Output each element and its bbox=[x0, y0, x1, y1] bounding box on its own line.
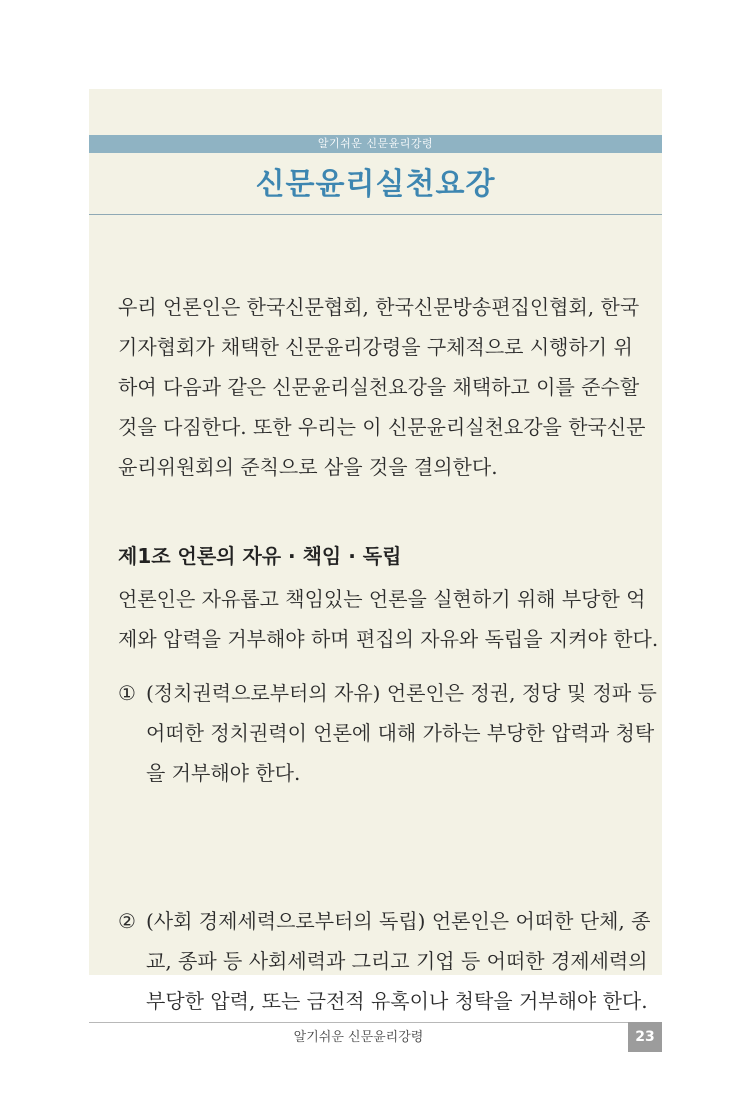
clause-line: 어떠한 정치권력이 언론에 대해 가하는 부당한 압력과 청탁 bbox=[146, 721, 655, 745]
page-number: 23 bbox=[628, 1022, 662, 1052]
article-heading: 제1조 언론의 자유 · 책임 · 독립 bbox=[118, 544, 402, 568]
clause-line: (사회 경제세력으로부터의 독립) 언론인은 어떠한 단체, 종 bbox=[146, 909, 651, 933]
header-band: 알기쉬운 신문윤리강령 bbox=[89, 135, 662, 153]
clause-2 bbox=[118, 901, 651, 1021]
content-panel bbox=[89, 89, 662, 1013]
article-body-line: 제와 압력을 거부해야 하며 편집의 자유와 독립을 지켜야 한다. bbox=[118, 627, 659, 651]
title-divider bbox=[89, 214, 662, 215]
clause-1 bbox=[118, 673, 657, 793]
clause-number: ② bbox=[118, 909, 136, 933]
intro-line: 것을 다짐한다. 또한 우리는 이 신문윤리실천요강을 한국신문 bbox=[118, 415, 646, 439]
clause-line: 부당한 압력, 또는 금전적 유혹이나 청탁을 거부해야 한다. bbox=[146, 989, 648, 1013]
clause-line: 교, 종파 등 사회세력과 그리고 기업 등 어떠한 경제세력의 bbox=[146, 949, 648, 973]
article-body bbox=[118, 579, 659, 659]
clause-line: (정치권력으로부터의 자유) 언론인은 정권, 정당 및 정파 등 bbox=[146, 681, 657, 705]
footer-title: 알기쉬운 신문윤리강령 bbox=[293, 1030, 424, 1045]
article-body-line: 언론인은 자유롭고 책임있는 언론을 실현하기 위해 부당한 억 bbox=[118, 587, 646, 611]
footer-divider bbox=[89, 1022, 628, 1023]
intro-line: 하여 다음과 같은 신문윤리실천요강을 채택하고 이를 준수할 bbox=[118, 375, 640, 399]
intro-line: 우리 언론인은 한국신문협회, 한국신문방송편집인협회, 한국 bbox=[118, 295, 640, 319]
intro-line: 기자협회가 채택한 신문윤리강령을 구체적으로 시행하기 위 bbox=[118, 335, 633, 359]
intro-line: 윤리위원회의 준칙으로 삼을 것을 결의한다. bbox=[118, 455, 498, 479]
clause-number: ① bbox=[118, 681, 136, 705]
clause-line: 을 거부해야 한다. bbox=[146, 761, 301, 785]
page-title: 신문윤리실천요강 bbox=[255, 167, 496, 202]
intro-paragraph bbox=[118, 287, 646, 487]
